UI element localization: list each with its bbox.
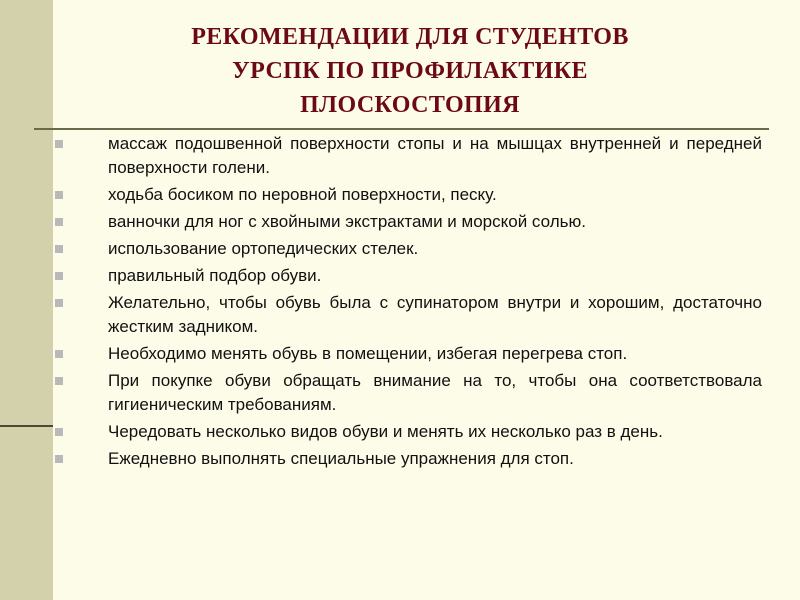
list-item [50, 132, 762, 180]
square-bullet-icon [55, 350, 63, 358]
list-item [50, 369, 762, 417]
square-bullet-icon [55, 140, 63, 148]
side-band [0, 0, 53, 600]
list-item-text: правильный подбор обуви. [108, 266, 322, 285]
list-item-text: Чередовать несколько видов обуви и менять их несколько раз в день. [108, 422, 663, 441]
square-bullet-icon [55, 191, 63, 199]
list-item [50, 447, 762, 471]
list-item-text: Ежедневно выполнять специальные упражнения для стоп. [108, 449, 574, 468]
list-item [50, 183, 762, 207]
list-item [50, 264, 762, 288]
list-item-text: Необходимо менять обувь в помещении, избегая перегрева стоп. [108, 344, 628, 363]
list-item [50, 210, 762, 234]
list-item [50, 291, 762, 339]
list-item [50, 420, 762, 444]
slide-title-line-1: РЕКОМЕНДАЦИИ ДЛЯ СТУДЕНТОВ [191, 24, 629, 50]
square-bullet-icon [55, 428, 63, 436]
list-item-text: массаж подошвенной поверхности стопы и на мышцах внутренней и передней поверхности голени. [108, 134, 762, 177]
list-item-text: При покупке обуви обращать внимание на то, чтобы она соответствовала гигиеническим требованиям. [108, 371, 762, 414]
recommendations-list [50, 132, 762, 474]
list-item-text: Желательно, чтобы обувь была с супинатором внутри и хорошим, достаточно жестким задником. [108, 293, 762, 336]
slide-title [60, 20, 760, 122]
side-band-divider-line [0, 425, 53, 427]
list-item-text: ходьба босиком по неровной поверхности, песку. [108, 185, 497, 204]
list-item-text: ванночки для ног с хвойными экстрактами и морской солью. [108, 212, 586, 231]
square-bullet-icon [55, 218, 63, 226]
square-bullet-icon [55, 245, 63, 253]
list-item [50, 342, 762, 366]
slide-title-line-3: ПЛОСКОСТОПИЯ [300, 92, 520, 118]
square-bullet-icon [55, 455, 63, 463]
title-divider-line [34, 128, 769, 130]
list-item [50, 237, 762, 261]
square-bullet-icon [55, 377, 63, 385]
square-bullet-icon [55, 299, 63, 307]
list-item-text: использование ортопедических стелек. [108, 239, 419, 258]
slide-title-line-2: УРСПК ПО ПРОФИЛАКТИКЕ [232, 58, 588, 84]
square-bullet-icon [55, 272, 63, 280]
